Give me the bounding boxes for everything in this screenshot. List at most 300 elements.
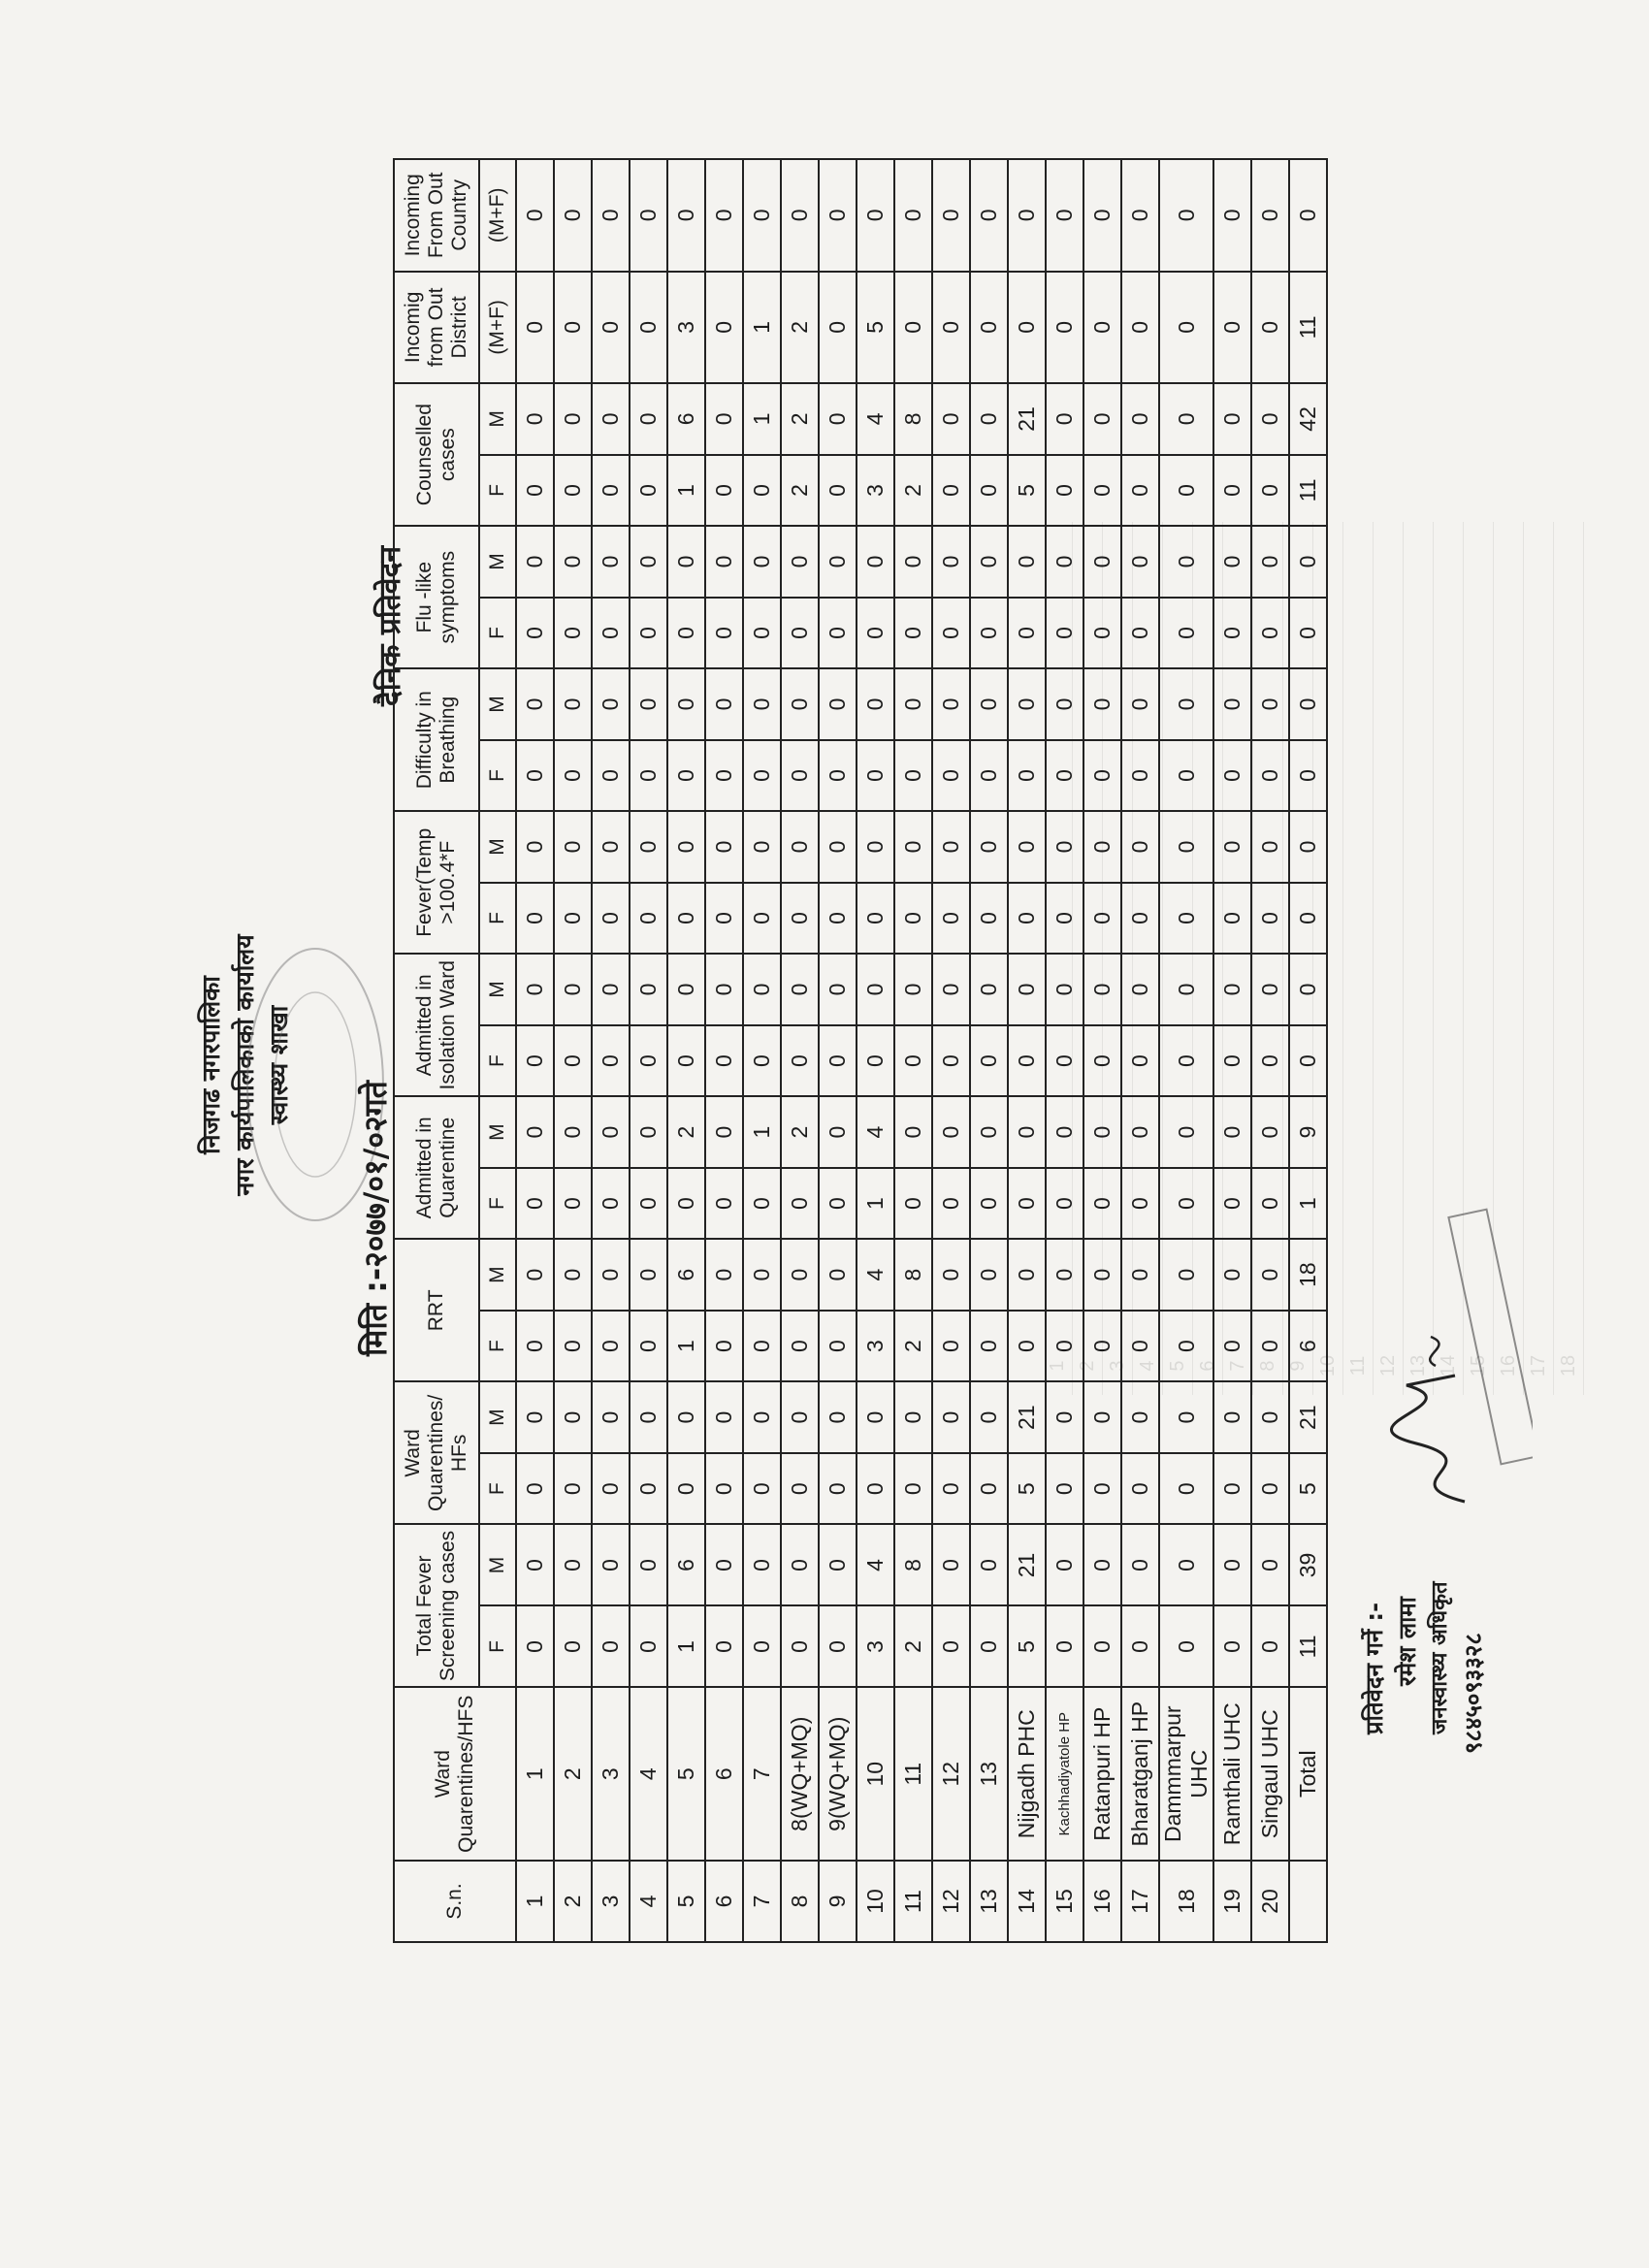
cell-ward: 8(WQ+MQ) (781, 1687, 819, 1861)
subheader-f: F (479, 598, 516, 669)
cell-value: 0 (1159, 1025, 1213, 1097)
cell-ward: 6 (705, 1687, 743, 1861)
cell-value: 0 (1046, 1381, 1083, 1453)
total-value: 6 (1289, 1311, 1327, 1382)
cell-value: 0 (932, 1605, 970, 1687)
cell-value: 0 (1213, 598, 1251, 669)
cell-value: 0 (1121, 1239, 1159, 1311)
cell-value: 0 (667, 598, 705, 669)
cell-value: 0 (516, 1025, 554, 1097)
cell-value: 0 (1213, 1025, 1251, 1097)
cell-sn: 14 (1008, 1861, 1046, 1942)
cell-value: 0 (932, 272, 970, 384)
cell-value: 1 (743, 383, 781, 455)
table-row (743, 159, 781, 1942)
cell-value: 0 (554, 1168, 592, 1240)
cell-sn: 4 (630, 1861, 667, 1942)
cell-value: 0 (932, 1025, 970, 1097)
cell-value: 0 (705, 883, 743, 955)
cell-value: 0 (516, 159, 554, 272)
table-row (1251, 159, 1289, 1942)
cell-sn: 5 (667, 1861, 705, 1942)
cell-value: 0 (630, 1311, 667, 1382)
cell-value: 0 (1083, 811, 1121, 883)
section-name: स्वास्थ्य शाखा (265, 1005, 293, 1125)
cell-value: 0 (1121, 598, 1159, 669)
cell-value: 0 (667, 526, 705, 598)
cell-value: 0 (516, 1239, 554, 1311)
cell-value: 0 (1213, 740, 1251, 812)
cell-value: 0 (705, 1096, 743, 1168)
total-value: 39 (1289, 1524, 1327, 1605)
cell-value: 3 (857, 1605, 894, 1687)
cell-value: 0 (705, 811, 743, 883)
cell-value: 0 (743, 1025, 781, 1097)
cell-value: 0 (1046, 811, 1083, 883)
cell-value: 2 (667, 1096, 705, 1168)
cell-value: 0 (1121, 1025, 1159, 1097)
table-row (894, 159, 932, 1942)
cell-value: 0 (894, 1096, 932, 1168)
cell-value: 0 (1251, 1239, 1289, 1311)
cell-value: 0 (1121, 668, 1159, 740)
header-incoming-country: Incoming From Out Country (394, 159, 479, 272)
cell-value: 0 (781, 526, 819, 598)
reporter-name: रमेश लामा (1394, 1597, 1421, 1686)
cell-value: 0 (1213, 1453, 1251, 1525)
cell-value: 0 (781, 598, 819, 669)
header-difficulty-breathing: Difficulty in Breathing (394, 668, 479, 811)
cell-value: 0 (554, 1025, 592, 1097)
cell-value: 0 (1251, 1605, 1289, 1687)
subheader-mf: (M+F) (479, 159, 516, 272)
cell-value: 0 (743, 1239, 781, 1311)
cell-value: 3 (857, 455, 894, 527)
header-admitted-isolation: Admitted in Isolation Ward (394, 954, 479, 1096)
cell-value: 0 (554, 740, 592, 812)
cell-value: 0 (630, 159, 667, 272)
header-ward-quarantines: Ward Quarentines/ HFs (394, 1381, 479, 1524)
cell-value: 0 (1008, 1168, 1046, 1240)
cell-value: 0 (592, 1096, 630, 1168)
cell-value: 0 (630, 1096, 667, 1168)
cell-value: 0 (1159, 1524, 1213, 1605)
cell-value: 0 (1083, 455, 1121, 527)
subheader-f: F (479, 1025, 516, 1097)
cell-value: 0 (1121, 954, 1159, 1025)
cell-value: 0 (1008, 1239, 1046, 1311)
cell-value: 0 (743, 668, 781, 740)
cell-value: 0 (819, 1168, 857, 1240)
cell-value: 0 (516, 1311, 554, 1382)
header-sn: S.n. (394, 1861, 516, 1942)
cell-value: 0 (743, 811, 781, 883)
table-row (1121, 159, 1159, 1942)
cell-value: 0 (857, 1381, 894, 1453)
cell-value: 0 (970, 383, 1008, 455)
cell-value: 0 (1213, 1168, 1251, 1240)
cell-value: 0 (1046, 1168, 1083, 1240)
cell-value: 0 (1008, 159, 1046, 272)
cell-value: 0 (894, 598, 932, 669)
cell-value: 0 (970, 598, 1008, 669)
subheader-m: M (479, 954, 516, 1025)
cell-value: 0 (705, 1025, 743, 1097)
cell-value: 0 (1251, 1168, 1289, 1240)
total-value: 42 (1289, 383, 1327, 455)
cell-value: 0 (819, 1605, 857, 1687)
cell-value: 8 (894, 383, 932, 455)
cell-value: 5 (1008, 1453, 1046, 1525)
cell-value: 0 (554, 1605, 592, 1687)
cell-ward: 2 (554, 1687, 592, 1861)
cell-value: 0 (743, 954, 781, 1025)
cell-value: 0 (592, 526, 630, 598)
cell-value: 0 (1046, 1524, 1083, 1605)
cell-value: 0 (743, 883, 781, 955)
table-row (630, 159, 667, 1942)
cell-value: 0 (667, 740, 705, 812)
cell-sn: 16 (1083, 1861, 1121, 1942)
cell-value: 0 (667, 1168, 705, 1240)
subheader-mf: (M+F) (479, 272, 516, 384)
cell-value: 0 (1159, 1311, 1213, 1382)
cell-value: 0 (970, 1025, 1008, 1097)
cell-value: 0 (781, 883, 819, 955)
cell-value: 0 (819, 668, 857, 740)
cell-value: 0 (1121, 526, 1159, 598)
header-flu-symptoms: Flu -like symptoms (394, 526, 479, 668)
cell-value: 0 (554, 383, 592, 455)
cell-value: 0 (894, 1381, 932, 1453)
cell-value: 0 (970, 159, 1008, 272)
cell-value: 0 (516, 598, 554, 669)
cell-value: 0 (705, 954, 743, 1025)
cell-value: 0 (932, 455, 970, 527)
cell-value: 0 (1159, 1168, 1213, 1240)
cell-value: 0 (1046, 883, 1083, 955)
cell-value: 0 (592, 159, 630, 272)
cell-value: 0 (516, 455, 554, 527)
cell-value: 0 (630, 1605, 667, 1687)
cell-value: 0 (554, 455, 592, 527)
cell-value: 0 (819, 1025, 857, 1097)
cell-value: 0 (592, 1311, 630, 1382)
cell-sn: 1 (516, 1861, 554, 1942)
subheader-f: F (479, 1605, 516, 1687)
cell-value: 0 (894, 526, 932, 598)
report-title: दैनिक प्रतिवेदन (373, 545, 407, 706)
cell-value: 0 (705, 272, 743, 384)
reporter-id: ९८४५०९३३२८ (1460, 1633, 1487, 1754)
cell-value: 0 (1159, 1096, 1213, 1168)
cell-value: 0 (1083, 1168, 1121, 1240)
cell-value: 0 (1083, 1096, 1121, 1168)
cell-value: 0 (516, 1381, 554, 1453)
header-fever-temp: Fever(Temp >100.4*F (394, 811, 479, 954)
cell-value: 0 (630, 598, 667, 669)
cell-value: 0 (705, 1524, 743, 1605)
cell-ward: 12 (932, 1687, 970, 1861)
cell-value: 0 (630, 1381, 667, 1453)
cell-value: 0 (592, 1605, 630, 1687)
table-row (970, 159, 1008, 1942)
cell-value: 0 (554, 1524, 592, 1605)
cell-value: 0 (1213, 1605, 1251, 1687)
cell-value: 0 (970, 1381, 1008, 1453)
cell-value: 0 (516, 383, 554, 455)
cell-value: 0 (1083, 1381, 1121, 1453)
cell-value: 0 (932, 811, 970, 883)
cell-value: 0 (1251, 526, 1289, 598)
cell-value: 0 (743, 159, 781, 272)
cell-value: 0 (592, 1524, 630, 1605)
cell-value: 0 (1083, 954, 1121, 1025)
cell-sn: 17 (1121, 1861, 1159, 1942)
cell-value: 0 (1046, 1239, 1083, 1311)
cell-value: 0 (1159, 811, 1213, 883)
cell-ward: 5 (667, 1687, 705, 1861)
table-row (1008, 159, 1046, 1942)
cell-value: 0 (1046, 455, 1083, 527)
cell-value: 0 (970, 883, 1008, 955)
cell-value: 0 (970, 811, 1008, 883)
subheader-f: F (479, 1311, 516, 1382)
cell-value: 0 (1083, 1311, 1121, 1382)
subheader-f: F (479, 1168, 516, 1240)
cell-value: 0 (857, 740, 894, 812)
cell-sn: 10 (857, 1861, 894, 1942)
cell-value: 0 (1251, 954, 1289, 1025)
cell-value: 0 (1213, 526, 1251, 598)
cell-value: 0 (781, 1168, 819, 1240)
cell-ward: 9(WQ+MQ) (819, 1687, 857, 1861)
cell-value: 0 (667, 668, 705, 740)
cell-value: 0 (970, 668, 1008, 740)
cell-value: 0 (554, 668, 592, 740)
cell-value: 0 (1083, 883, 1121, 955)
cell-value: 1 (667, 1311, 705, 1382)
cell-value: 0 (1159, 1453, 1213, 1525)
cell-value: 0 (1159, 598, 1213, 669)
cell-value: 0 (554, 598, 592, 669)
cell-value: 0 (857, 954, 894, 1025)
cell-value: 8 (894, 1239, 932, 1311)
cell-value: 5 (1008, 455, 1046, 527)
cell-value: 5 (857, 272, 894, 384)
cell-value: 1 (743, 1096, 781, 1168)
cell-value: 0 (932, 598, 970, 669)
cell-value: 0 (1213, 811, 1251, 883)
cell-value: 0 (1083, 1239, 1121, 1311)
cell-value: 0 (819, 526, 857, 598)
cell-value: 0 (554, 954, 592, 1025)
cell-value: 0 (1121, 1168, 1159, 1240)
subheader-m: M (479, 383, 516, 455)
cell-value: 0 (1159, 383, 1213, 455)
cell-sn: 2 (554, 1861, 592, 1942)
cell-value: 0 (1083, 740, 1121, 812)
cell-value: 0 (781, 668, 819, 740)
cell-value: 0 (1121, 1381, 1159, 1453)
cell-value: 0 (1046, 383, 1083, 455)
cell-value: 0 (894, 1025, 932, 1097)
cell-value: 0 (1008, 811, 1046, 883)
cell-value: 0 (894, 159, 932, 272)
cell-value: 0 (705, 526, 743, 598)
cell-value: 0 (554, 883, 592, 955)
cell-value: 0 (705, 1453, 743, 1525)
cell-value: 0 (1251, 455, 1289, 527)
cell-value: 1 (743, 272, 781, 384)
cell-ward: Nijgadh PHC (1008, 1687, 1046, 1861)
table-row (705, 159, 743, 1942)
cell-value: 0 (554, 811, 592, 883)
cell-value: 0 (1046, 598, 1083, 669)
cell-value: 0 (592, 455, 630, 527)
cell-value: 0 (857, 811, 894, 883)
cell-value: 0 (1008, 526, 1046, 598)
subheader-f: F (479, 1453, 516, 1525)
cell-value: 0 (667, 1025, 705, 1097)
cell-value: 0 (819, 1453, 857, 1525)
cell-value: 0 (1121, 455, 1159, 527)
cell-ward: Ratanpuri HP (1083, 1687, 1121, 1861)
cell-value: 0 (743, 526, 781, 598)
cell-value: 0 (743, 1381, 781, 1453)
cell-value: 0 (630, 272, 667, 384)
total-value: 11 (1289, 455, 1327, 527)
total-row (1289, 159, 1327, 1942)
cell-value: 0 (1083, 272, 1121, 384)
cell-value: 0 (970, 1168, 1008, 1240)
cell-value: 0 (970, 1605, 1008, 1687)
cell-value: 0 (1121, 883, 1159, 955)
cell-value: 0 (1159, 1239, 1213, 1311)
header-total-fever: Total Fever Screening cases (394, 1524, 479, 1687)
total-value: 9 (1289, 1096, 1327, 1168)
table-row (1213, 159, 1251, 1942)
cell-value: 0 (1159, 455, 1213, 527)
cell-value: 0 (592, 1381, 630, 1453)
cell-ward: 4 (630, 1687, 667, 1861)
total-value: 0 (1289, 954, 1327, 1025)
cell-value: 0 (894, 272, 932, 384)
cell-value: 21 (1008, 383, 1046, 455)
cell-value: 0 (554, 1239, 592, 1311)
subheader-m: M (479, 1096, 516, 1168)
cell-value: 0 (819, 383, 857, 455)
cell-value: 0 (1213, 455, 1251, 527)
cell-value: 0 (819, 598, 857, 669)
subheader-f: F (479, 455, 516, 527)
cell-value: 0 (1213, 1524, 1251, 1605)
cell-value: 0 (894, 1453, 932, 1525)
cell-value: 0 (819, 883, 857, 955)
cell-value: 0 (743, 598, 781, 669)
cell-value: 0 (667, 159, 705, 272)
cell-value: 0 (743, 1311, 781, 1382)
cell-value: 0 (1083, 598, 1121, 669)
cell-value: 0 (743, 1524, 781, 1605)
cell-value: 0 (667, 954, 705, 1025)
cell-value: 3 (857, 1311, 894, 1382)
cell-value: 0 (516, 1605, 554, 1687)
cell-ward: 11 (894, 1687, 932, 1861)
cell-value: 0 (1008, 954, 1046, 1025)
cell-value: 0 (1251, 159, 1289, 272)
total-value: 0 (1289, 811, 1327, 883)
cell-value: 0 (1121, 159, 1159, 272)
cell-value: 0 (554, 1453, 592, 1525)
cell-sn: 12 (932, 1861, 970, 1942)
total-value: 5 (1289, 1453, 1327, 1525)
cell-value: 0 (743, 1168, 781, 1240)
cell-value: 0 (705, 1605, 743, 1687)
cell-value: 0 (630, 883, 667, 955)
cell-value: 0 (819, 1524, 857, 1605)
cell-value: 0 (630, 811, 667, 883)
cell-value: 0 (1008, 1096, 1046, 1168)
cell-value: 0 (781, 1453, 819, 1525)
cell-value: 0 (781, 954, 819, 1025)
cell-value: 0 (1159, 954, 1213, 1025)
cell-value: 0 (781, 1524, 819, 1605)
cell-value: 0 (1251, 740, 1289, 812)
cell-value: 0 (932, 383, 970, 455)
cell-value: 0 (1251, 883, 1289, 955)
cell-value: 0 (630, 1524, 667, 1605)
cell-value: 0 (1083, 1605, 1121, 1687)
cell-value: 0 (592, 1025, 630, 1097)
cell-value: 0 (1213, 1239, 1251, 1311)
cell-value: 6 (667, 1524, 705, 1605)
cell-value: 0 (1121, 1524, 1159, 1605)
header-admitted-quarantine: Admitted in Quarentine (394, 1096, 479, 1239)
report-date: मिति :-२०७७/०१/०२गते (357, 1081, 394, 1356)
cell-value: 0 (932, 1453, 970, 1525)
total-value: 18 (1289, 1239, 1327, 1311)
cell-ward: Bharatganj HP (1121, 1687, 1159, 1861)
cell-value: 0 (592, 383, 630, 455)
cell-value: 0 (630, 455, 667, 527)
cell-value: 0 (1159, 159, 1213, 272)
total-value: 0 (1289, 598, 1327, 669)
cell-sn: 7 (743, 1861, 781, 1942)
cell-value: 0 (781, 1239, 819, 1311)
cell-value: 0 (705, 455, 743, 527)
cell-value: 0 (1046, 668, 1083, 740)
cell-value: 0 (1213, 1096, 1251, 1168)
cell-value: 0 (970, 1453, 1008, 1525)
cell-value: 0 (1121, 272, 1159, 384)
cell-value: 0 (819, 811, 857, 883)
cell-value: 0 (592, 598, 630, 669)
cell-ward: 7 (743, 1687, 781, 1861)
cell-value: 0 (1008, 272, 1046, 384)
cell-value: 0 (1121, 1311, 1159, 1382)
cell-sn: 6 (705, 1861, 743, 1942)
cell-value: 0 (857, 159, 894, 272)
cell-value: 0 (894, 883, 932, 955)
cell-value: 0 (516, 1524, 554, 1605)
cell-value: 0 (1083, 383, 1121, 455)
cell-value: 0 (819, 954, 857, 1025)
cell-value: 0 (667, 1453, 705, 1525)
total-value: 0 (1289, 668, 1327, 740)
cell-value: 3 (667, 272, 705, 384)
cell-value: 4 (857, 1096, 894, 1168)
